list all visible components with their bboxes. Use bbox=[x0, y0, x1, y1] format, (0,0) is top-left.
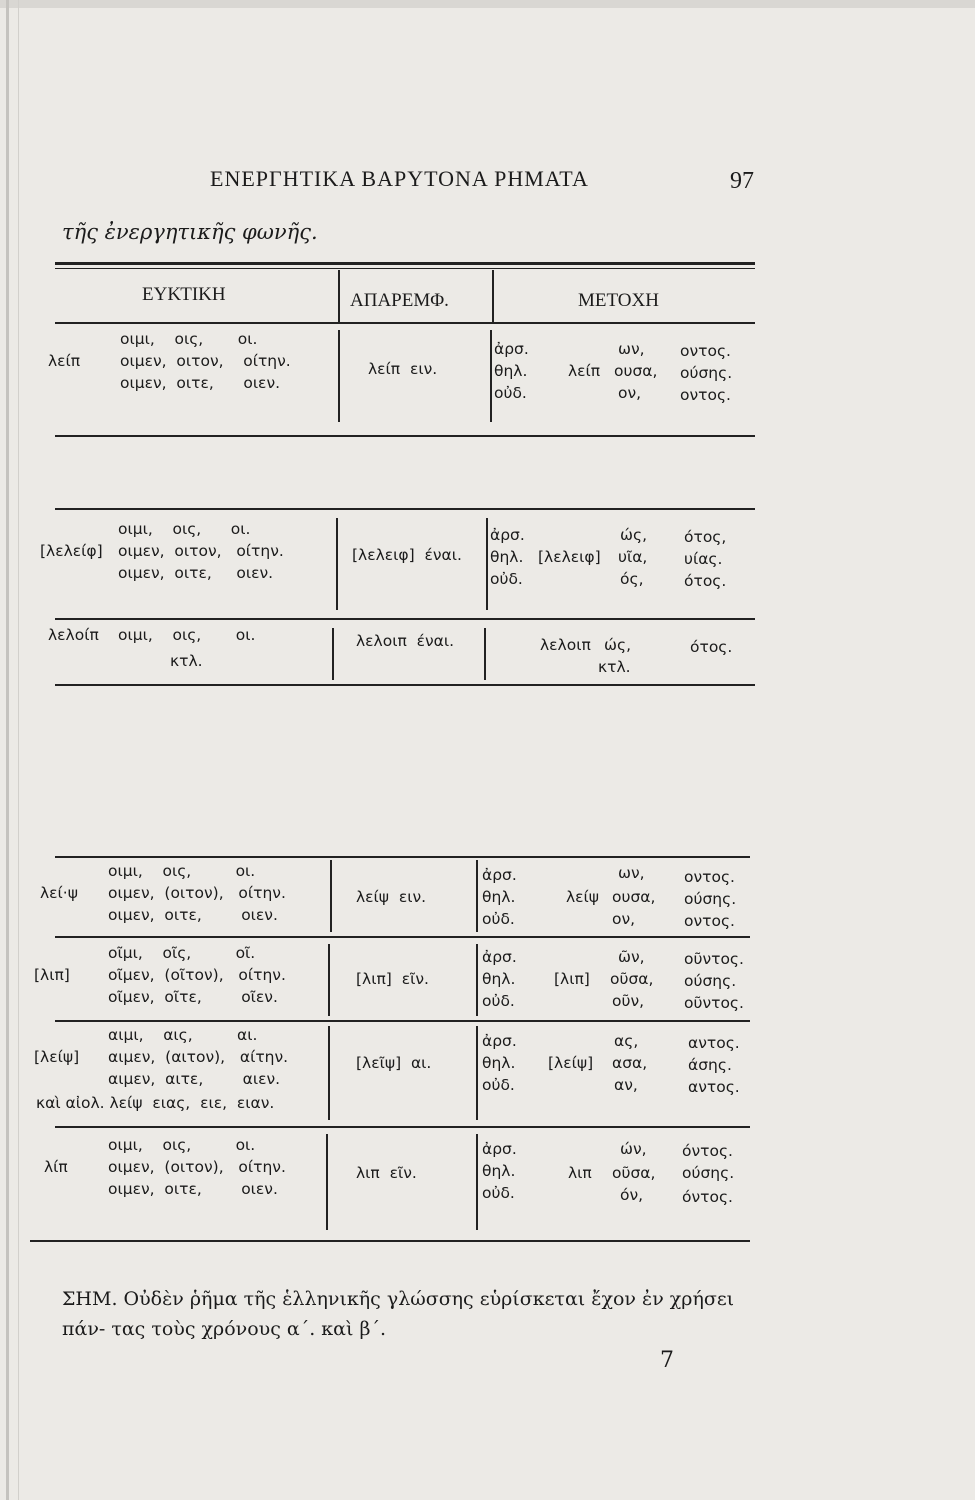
optative-row: αιμι, αις, αι. bbox=[108, 1026, 258, 1044]
genitive: όντος. bbox=[682, 1188, 733, 1206]
genitive: αντος. bbox=[688, 1078, 740, 1096]
footnote: ΣΗΜ. Οὐδὲν ῥῆμα τῆς ἑλληνικῆς γλώσσης εὑρίσκεται ἔχον ἐν χρήσει πάν- τας τοὺς χρόνους α΄. καὶ β΄. bbox=[62, 1288, 735, 1340]
table-top-rule-thin bbox=[55, 268, 755, 269]
genitive: ότος. bbox=[684, 572, 727, 590]
optative-row: αιμεν, (αιτον), αίτην. bbox=[108, 1048, 289, 1066]
column-divider bbox=[332, 628, 334, 680]
optative-row: οιμεν, οιτον, οίτην. bbox=[120, 352, 291, 370]
heading-rule bbox=[55, 322, 755, 324]
column-divider bbox=[484, 628, 486, 680]
genitive: ότος, bbox=[684, 528, 727, 546]
gender-label: θηλ. bbox=[482, 888, 516, 906]
column-divider bbox=[486, 518, 488, 610]
aeolic-forms: καὶ αἰολ. λείψ ειας, ειε, ειαν. bbox=[36, 1094, 275, 1112]
genitive: οντος. bbox=[680, 386, 731, 404]
block-rule bbox=[55, 856, 750, 858]
optative-row: οιμεν, οιτε, οιεν. bbox=[120, 374, 281, 392]
participle-ending: ων, bbox=[618, 864, 645, 882]
page-number: 97 bbox=[730, 168, 754, 194]
infinitive: λείπ ειν. bbox=[368, 360, 438, 378]
optative-row: οιμι, οις, οι. bbox=[108, 862, 256, 880]
gender-label: οὐδ. bbox=[482, 1076, 515, 1094]
block-rule bbox=[55, 435, 755, 437]
genitive: ούσης. bbox=[684, 890, 737, 908]
optative-row: οιμεν, οιτε, οιεν. bbox=[118, 564, 274, 582]
column-divider bbox=[330, 860, 332, 932]
optative-row: οιμεν, (οιτον), οίτην. bbox=[108, 1158, 286, 1176]
stem: λελοίπ bbox=[48, 626, 99, 644]
optative-row: οιμεν, οιτε, οιεν. bbox=[108, 906, 278, 924]
column-divider bbox=[338, 330, 340, 422]
participle-stem: λείψ bbox=[566, 888, 600, 906]
participle-ending: υῖα, bbox=[618, 548, 648, 566]
gender-label: θηλ. bbox=[482, 1054, 516, 1072]
block-rule bbox=[55, 618, 755, 620]
participle-ending: ων, bbox=[618, 340, 645, 358]
signature-mark: 7 bbox=[660, 1348, 674, 1373]
genitive: ότος. bbox=[690, 638, 733, 656]
block-rule bbox=[55, 508, 755, 510]
infinitive: [λελειφ] έναι. bbox=[352, 546, 462, 564]
column-heading-participle: ΜΕΤΟΧΗ bbox=[578, 290, 659, 311]
gender-label: οὐδ. bbox=[490, 570, 523, 588]
participle-ending: ώς, bbox=[620, 526, 648, 544]
participle-ending: όν, bbox=[620, 1186, 644, 1204]
optative-row: οῖμεν, (οῖτον), οίτην. bbox=[108, 966, 286, 984]
participle-ending: οῦσα, bbox=[610, 970, 654, 988]
gender-label: οὐδ. bbox=[494, 384, 527, 402]
running-header: ΕΝΕΡΓΗΤΙΚΑ ΒΑΡΥΤΟΝΑ ΡΗΜΑΤΑ bbox=[210, 166, 589, 191]
page-margin-line bbox=[18, 0, 19, 1500]
column-heading-optative: ΕΥΚΤΙΚΗ bbox=[142, 284, 226, 305]
column-divider bbox=[328, 944, 330, 1016]
genitive: οῦντος. bbox=[684, 994, 744, 1012]
page-binding-edge bbox=[6, 0, 9, 1500]
participle-stem: λιπ bbox=[568, 1164, 592, 1182]
table-bottom-rule bbox=[30, 1240, 750, 1242]
gender-label: ἀρσ. bbox=[494, 340, 529, 358]
participle-ending: ουσα, bbox=[614, 362, 658, 380]
stem: [λιπ] bbox=[34, 966, 70, 984]
gender-label: ἀρσ. bbox=[482, 1032, 517, 1050]
genitive: αντος. bbox=[688, 1034, 740, 1052]
infinitive: λείψ ειν. bbox=[356, 888, 427, 906]
infinitive: λελοιπ έναι. bbox=[356, 632, 455, 650]
gender-label: θηλ. bbox=[490, 548, 524, 566]
infinitive: [λιπ] εῖν. bbox=[356, 970, 429, 988]
block-rule bbox=[55, 1020, 750, 1022]
participle-stem: [λελειφ] bbox=[538, 548, 601, 566]
gender-label: οὐδ. bbox=[482, 910, 515, 928]
optative-row: οιμεν, (οιτον), οίτην. bbox=[108, 884, 286, 902]
gender-label: θηλ. bbox=[494, 362, 528, 380]
genitive: οντος. bbox=[684, 868, 735, 886]
genitive: ούσης. bbox=[684, 972, 737, 990]
gender-label: θηλ. bbox=[482, 1162, 516, 1180]
participle-ending: ασα, bbox=[612, 1054, 648, 1072]
gender-label: ἀρσ. bbox=[482, 866, 517, 884]
participle-ending: οῦν, bbox=[612, 992, 645, 1010]
participle-ending: ον, bbox=[612, 910, 636, 928]
stem: [λείψ] bbox=[34, 1048, 80, 1066]
participle-ending: ον, bbox=[618, 384, 642, 402]
gender-label: ἀρσ. bbox=[482, 948, 517, 966]
column-divider bbox=[476, 1134, 478, 1230]
stem: [λελείφ] bbox=[40, 542, 103, 560]
column-divider bbox=[492, 270, 494, 322]
participle-ending: ουσα, bbox=[612, 888, 656, 906]
genitive: ούσης. bbox=[680, 364, 733, 382]
subtitle: τῆς ἐνεργητικῆς φωνῆς. bbox=[62, 220, 318, 244]
infinitive: λιπ εῖν. bbox=[356, 1164, 417, 1182]
optative-row: οιμι, οις, οι. bbox=[108, 1136, 256, 1154]
column-divider bbox=[338, 270, 340, 322]
optative-etc: κτλ. bbox=[170, 652, 203, 670]
optative-row: οιμεν, οιτε, οιεν. bbox=[108, 1180, 278, 1198]
block-rule bbox=[55, 684, 755, 686]
participle-stem: λείπ bbox=[568, 362, 601, 380]
optative-row: αιμεν, αιτε, αιεν. bbox=[108, 1070, 281, 1088]
genitive: οντος. bbox=[684, 912, 735, 930]
stem: λίπ bbox=[44, 1158, 68, 1176]
optative-row: οιμι, οις, οι. bbox=[120, 330, 258, 348]
participle-stem: λελοιπ bbox=[540, 636, 591, 654]
optative-row: οιμι, οις, οι. bbox=[118, 626, 256, 644]
stem: λείπ bbox=[48, 352, 81, 370]
table-top-rule bbox=[55, 262, 755, 265]
gender-label: ἀρσ. bbox=[490, 526, 525, 544]
participle-stem: [λείψ] bbox=[548, 1054, 594, 1072]
optative-row: οῖμεν, οῖτε, οῖεν. bbox=[108, 988, 278, 1006]
participle-ending: ών, bbox=[620, 1140, 647, 1158]
column-divider bbox=[476, 1026, 478, 1120]
gender-label: οὐδ. bbox=[482, 992, 515, 1010]
gender-label: ἀρσ. bbox=[482, 1140, 517, 1158]
column-heading-infinitive: ΑΠΑΡΕΜΦ. bbox=[350, 290, 449, 311]
participle-ending: ῶν, bbox=[618, 948, 645, 966]
optative-row: οιμεν, οιτον, οίτην. bbox=[118, 542, 284, 560]
stem: λεί·ψ bbox=[40, 884, 78, 902]
participle-ending: οῦσα, bbox=[612, 1164, 656, 1182]
column-divider bbox=[336, 518, 338, 610]
gender-label: θηλ. bbox=[482, 970, 516, 988]
genitive: οντος. bbox=[680, 342, 731, 360]
optative-row: οιμι, οις, οι. bbox=[118, 520, 251, 538]
gender-label: οὐδ. bbox=[482, 1184, 515, 1202]
page-top-edge bbox=[0, 0, 975, 8]
participle-etc: κτλ. bbox=[598, 658, 631, 676]
optative-row: οῖμι, οῖς, οῖ. bbox=[108, 944, 256, 962]
participle-ending: ός, bbox=[620, 570, 644, 588]
genitive: ούσης. bbox=[682, 1164, 735, 1182]
participle-ending: ώς, bbox=[604, 636, 632, 654]
infinitive: [λεῖψ] αι. bbox=[356, 1054, 432, 1072]
genitive: υίας. bbox=[684, 550, 723, 568]
participle-stem: [λιπ] bbox=[554, 970, 590, 988]
column-divider bbox=[476, 944, 478, 1016]
column-divider bbox=[476, 860, 478, 932]
genitive: οῦντος. bbox=[684, 950, 744, 968]
block-rule bbox=[55, 1126, 750, 1128]
column-divider bbox=[326, 1134, 328, 1230]
block-rule bbox=[55, 936, 750, 938]
participle-ending: ας, bbox=[614, 1032, 639, 1050]
genitive: άσης. bbox=[688, 1056, 732, 1074]
column-divider bbox=[328, 1026, 330, 1120]
participle-ending: αν, bbox=[614, 1076, 638, 1094]
column-divider bbox=[490, 330, 492, 422]
genitive: όντος. bbox=[682, 1142, 733, 1160]
